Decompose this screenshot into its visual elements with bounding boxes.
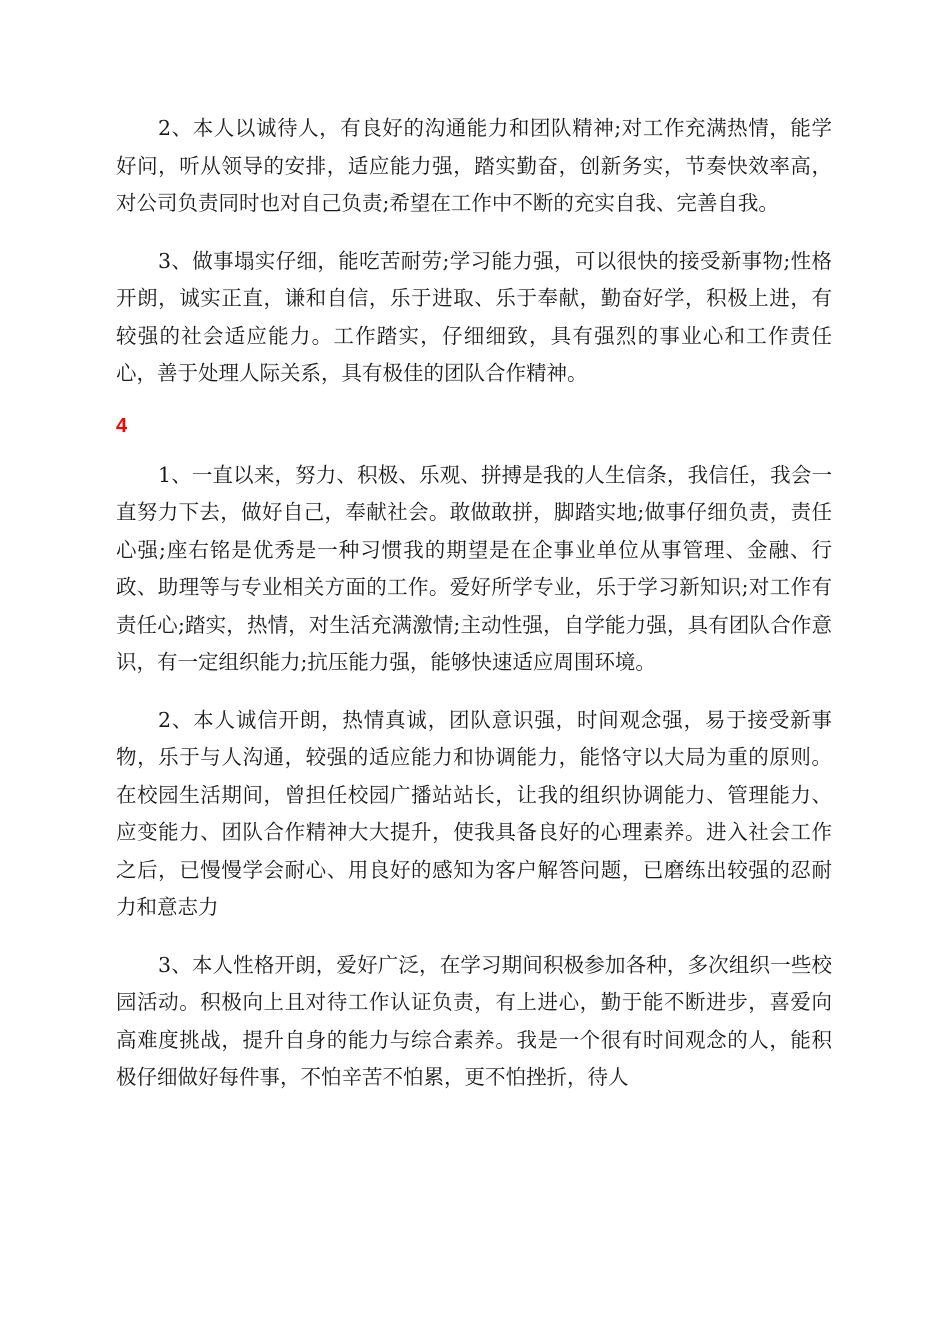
document-body: [116, 110, 832, 1117]
paragraph-section4-item-1: 1、一直以来，努力、积极、乐观、拼搏是我的人生信条，我信任，我会一直努力下去，做好自己，奉献社会。敢做敢拼，脚踏实地;做事仔细负责，责任心强;座右铭是优秀是一种习惯我的期望是在企事业单位从事管理、金融、行政、助理等与专业相关方面的工作。爱好所学专业，乐于学习新知识;对工作有责任心;踏实，热情，对生活充满激情;主动性强，自学能力强，具有团队合作意识，有一定组织能力;抗压能力强，能够快速适应周围环境。: [116, 462, 832, 674]
paragraph-section4-item-3: 3、本人性格开朗，爱好广泛，在学习期间积极参加各种，多次组织一些校园活动。积极向上且对待工作认证负责，有上进心，勤于能不断进步，喜爱向高难度挑战，提升自身的能力与综合素养。我是一个很有时间观念的人，能积极仔细做好每件事，不怕辛苦不怕累，更不怕挫折，待人: [116, 952, 832, 1089]
section-number-heading: 4: [116, 414, 128, 437]
paragraph-item-2: 2、本人以诚待人，有良好的沟通能力和团队精神;对工作充满热情，能学好问，听从领导的安排，适应能力强，踏实勤奋，创新务实，节奏快效率高，对公司负责同时也对自己负责;希望在工作中不断的充实自我、完善自我。: [116, 116, 832, 215]
paragraph-section4-item-2: 2、本人诚信开朗，热情真诚，团队意识强，时间观念强，易于接受新事物，乐于与人沟通，较强的适应能力和协调能力，能恪守以大局为重的原则。在校园生活期间，曾担任校园广播站站长，让我的组织协调能力、管理能力、应变能力、团队合作精神大大提升，使我具备良好的心理素养。进入社会工作之后，已慢慢学会耐心、用良好的感知为客户解答问题，已磨练出较强的忍耐力和意志力: [116, 707, 832, 919]
paragraph-item-3: 3、做事塌实仔细，能吃苦耐劳;学习能力强，可以很快的接受新事物;性格开朗，诚实正直，谦和自信，乐于进取、乐于奉献，勤奋好学，积极上进，有较强的社会适应能力。工作踏实，仔细细致，具有强烈的事业心和工作责任心，善于处理人际关系，具有极佳的团队合作精神。: [116, 248, 832, 385]
